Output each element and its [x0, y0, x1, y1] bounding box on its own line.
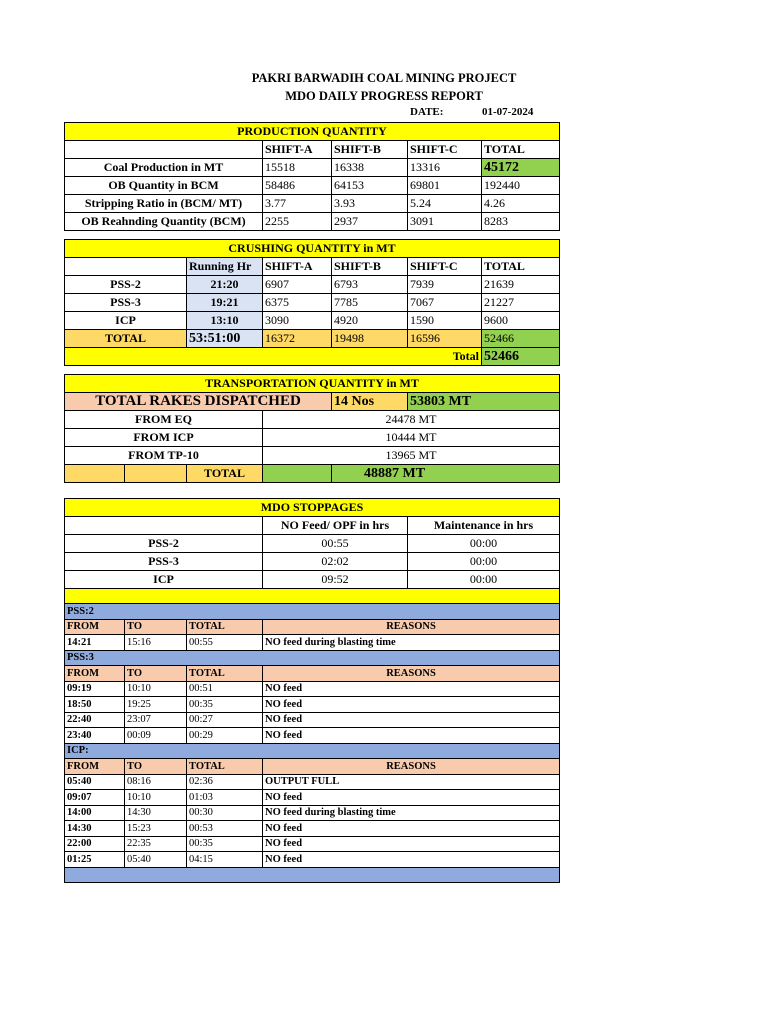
cell: 22:00	[65, 836, 125, 852]
stoppages-header-row	[65, 517, 560, 535]
transport-total-row	[65, 465, 560, 483]
cell: 15:16	[125, 635, 187, 651]
grand-total-label: Total	[65, 348, 482, 366]
cell: 00:30	[187, 805, 263, 821]
cell: 8283	[482, 213, 560, 231]
cell: 3.93	[332, 195, 408, 213]
cell: 04:15	[187, 852, 263, 868]
row-label: ICP	[65, 571, 263, 589]
cell: 01:25	[65, 852, 125, 868]
col-header: Running Hr	[187, 258, 263, 276]
col-header: FROM	[65, 759, 125, 775]
details-row	[65, 836, 560, 852]
cell: 64153	[332, 177, 408, 195]
cell: NO feed	[263, 697, 560, 713]
col-header: TOTAL	[187, 759, 263, 775]
cell: 00:29	[187, 728, 263, 744]
cell: 15:23	[125, 821, 187, 837]
cell: 14:30	[125, 805, 187, 821]
details-row	[65, 728, 560, 744]
cell: 18:50	[65, 697, 125, 713]
cell: 9600	[482, 312, 560, 330]
cell: 192440	[482, 177, 560, 195]
col-header: SHIFT-B	[332, 258, 408, 276]
cell: 08:16	[125, 774, 187, 790]
running-hr-cell: 13:10	[187, 312, 263, 330]
crushing-row	[65, 276, 560, 294]
stoppages-title: MDO STOPPAGES	[65, 499, 560, 517]
cell: 7785	[332, 294, 408, 312]
cell: 6793	[332, 276, 408, 294]
cell: 13316	[408, 159, 482, 177]
col-header: TO	[125, 759, 187, 775]
transport-row	[65, 447, 560, 465]
cell: NO feed during blasting time	[263, 635, 560, 651]
cell: 10:10	[125, 790, 187, 806]
row-label: PSS-2	[65, 535, 263, 553]
section-pss3: PSS:3	[65, 650, 560, 666]
production-title: PRODUCTION QUANTITY	[65, 123, 560, 141]
cell: 15518	[263, 159, 332, 177]
stoppages-row	[65, 535, 560, 553]
cell: 16372	[263, 330, 332, 348]
cell: 00:35	[187, 836, 263, 852]
section-icp: ICP:	[65, 743, 560, 759]
cell: 00:09	[125, 728, 187, 744]
col-header: FROM	[65, 619, 125, 635]
details-header-row	[65, 619, 560, 635]
cell: 24478 MT	[263, 411, 560, 429]
cell: 5.24	[408, 195, 482, 213]
coal-total-cell: 45172	[482, 159, 560, 177]
details-footer-bar	[65, 867, 560, 883]
col-header: TO	[125, 619, 187, 635]
cell: 00:53	[187, 821, 263, 837]
stoppages-row	[65, 553, 560, 571]
transport-row	[65, 411, 560, 429]
cell: 7067	[408, 294, 482, 312]
col-header: SHIFT-B	[332, 141, 408, 159]
cell: 16596	[408, 330, 482, 348]
cell: NO feed during blasting time	[263, 805, 560, 821]
details-row	[65, 635, 560, 651]
cell: 00:51	[187, 681, 263, 697]
row-label: ICP	[65, 312, 187, 330]
details-row	[65, 712, 560, 728]
details-row	[65, 821, 560, 837]
row-label: PSS-3	[65, 553, 263, 571]
cell: 02:36	[187, 774, 263, 790]
cell: 00:00	[408, 571, 560, 589]
cell: 16338	[332, 159, 408, 177]
transport-total-value: 48887 MT	[332, 465, 560, 483]
cell: 3090	[263, 312, 332, 330]
details-row	[65, 681, 560, 697]
cell: 19498	[332, 330, 408, 348]
crushing-title: CRUSHING QUANTITY in MT	[65, 240, 560, 258]
cell: 09:52	[263, 571, 408, 589]
row-label: FROM TP-10	[65, 447, 263, 465]
production-row	[65, 213, 560, 231]
cell: 6907	[263, 276, 332, 294]
cell: 22:35	[125, 836, 187, 852]
cell: 3091	[408, 213, 482, 231]
transport-row	[65, 429, 560, 447]
details-row	[65, 852, 560, 868]
crushing-grand-total-row	[65, 348, 560, 366]
col-header: TOTAL	[482, 141, 560, 159]
cell: 00:00	[408, 535, 560, 553]
details-header-row	[65, 759, 560, 775]
cell: 01:03	[187, 790, 263, 806]
date-value: 01-07-2024	[482, 106, 534, 118]
col-header: Maintenance in hrs	[408, 517, 560, 535]
row-label: Coal Production in MT	[65, 159, 263, 177]
details-row	[65, 805, 560, 821]
row-label: TOTAL	[65, 330, 187, 348]
rakes-label: TOTAL RAKES DISPATCHED	[65, 393, 332, 411]
row-label: OB Reahnding Quantity (BCM)	[65, 213, 263, 231]
details-header-row	[65, 666, 560, 682]
running-hr-total: 53:51:00	[187, 330, 263, 348]
rakes-count: 14 Nos	[332, 393, 408, 411]
report-title-line1: PAKRI BARWADIH COAL MINING PROJECT	[251, 71, 517, 85]
details-row	[65, 697, 560, 713]
cell: 7939	[408, 276, 482, 294]
cell: 23:40	[65, 728, 125, 744]
cell: NO feed	[263, 790, 560, 806]
grand-total-value: 52466	[482, 348, 560, 366]
details-row	[65, 790, 560, 806]
crushing-total-row	[65, 330, 560, 348]
cell: 1590	[408, 312, 482, 330]
cell: 22:40	[65, 712, 125, 728]
production-row	[65, 177, 560, 195]
col-header: SHIFT-C	[408, 258, 482, 276]
crushing-row	[65, 312, 560, 330]
cell: 4920	[332, 312, 408, 330]
col-header: NO Feed/ OPF in hrs	[263, 517, 408, 535]
cell: 00:27	[187, 712, 263, 728]
cell: OUTPUT FULL	[263, 774, 560, 790]
cell: NO feed	[263, 821, 560, 837]
col-header: SHIFT-A	[263, 141, 332, 159]
cell: 3.77	[263, 195, 332, 213]
col-header: REASONS	[263, 759, 560, 775]
crushing-header-row	[65, 258, 560, 276]
rakes-row	[65, 393, 560, 411]
cell: 14:00	[65, 805, 125, 821]
row-label: FROM ICP	[65, 429, 263, 447]
cell: 00:55	[187, 635, 263, 651]
running-hr-cell: 19:21	[187, 294, 263, 312]
transport-title: TRANSPORTATION QUANTITY in MT	[65, 375, 560, 393]
cell: 00:55	[263, 535, 408, 553]
col-header: TOTAL	[482, 258, 560, 276]
crushing-table	[64, 239, 560, 366]
cell: 05:40	[125, 852, 187, 868]
cell: 09:19	[65, 681, 125, 697]
cell: NO feed	[263, 681, 560, 697]
cell: 14:30	[65, 821, 125, 837]
details-row	[65, 774, 560, 790]
stoppages-row	[65, 571, 560, 589]
cell: 21639	[482, 276, 560, 294]
cell: 52466	[482, 330, 560, 348]
crushing-row	[65, 294, 560, 312]
row-label: TOTAL	[187, 465, 263, 483]
col-header: REASONS	[263, 666, 560, 682]
cell: 6375	[263, 294, 332, 312]
cell: 2255	[263, 213, 332, 231]
production-table	[64, 122, 560, 231]
report-title-line2: MDO DAILY PROGRESS REPORT	[285, 89, 483, 103]
stoppage-details-table	[64, 603, 560, 883]
row-label: PSS-2	[65, 276, 187, 294]
cell: NO feed	[263, 852, 560, 868]
date-label: DATE:	[410, 106, 444, 118]
col-header: SHIFT-A	[263, 258, 332, 276]
col-header: REASONS	[263, 619, 560, 635]
row-label: Stripping Ratio in (BCM/ MT)	[65, 195, 263, 213]
running-hr-cell: 21:20	[187, 276, 263, 294]
cell: 05:40	[65, 774, 125, 790]
transport-table	[64, 374, 560, 483]
col-header: TO	[125, 666, 187, 682]
col-header: TOTAL	[187, 619, 263, 635]
col-header: TOTAL	[187, 666, 263, 682]
stoppages-table	[64, 498, 560, 607]
rakes-qty: 53803 MT	[408, 393, 560, 411]
cell: NO feed	[263, 836, 560, 852]
cell: NO feed	[263, 728, 560, 744]
cell: 23:07	[125, 712, 187, 728]
col-header: SHIFT-C	[408, 141, 482, 159]
cell: 00:00	[408, 553, 560, 571]
cell: 2937	[332, 213, 408, 231]
row-label: PSS-3	[65, 294, 187, 312]
cell: NO feed	[263, 712, 560, 728]
cell: 13965 MT	[263, 447, 560, 465]
cell: 4.26	[482, 195, 560, 213]
row-label: OB Quantity in BCM	[65, 177, 263, 195]
cell: 58486	[263, 177, 332, 195]
col-header: FROM	[65, 666, 125, 682]
section-pss2: PSS:2	[65, 604, 560, 620]
cell: 10:10	[125, 681, 187, 697]
cell: 14:21	[65, 635, 125, 651]
production-header-row	[65, 141, 560, 159]
row-label: FROM EQ	[65, 411, 263, 429]
cell: 00:35	[187, 697, 263, 713]
cell: 19:25	[125, 697, 187, 713]
cell: 02:02	[263, 553, 408, 571]
production-row	[65, 159, 560, 177]
cell: 10444 MT	[263, 429, 560, 447]
cell: 21227	[482, 294, 560, 312]
production-row	[65, 195, 560, 213]
cell: 69801	[408, 177, 482, 195]
cell: 09:07	[65, 790, 125, 806]
